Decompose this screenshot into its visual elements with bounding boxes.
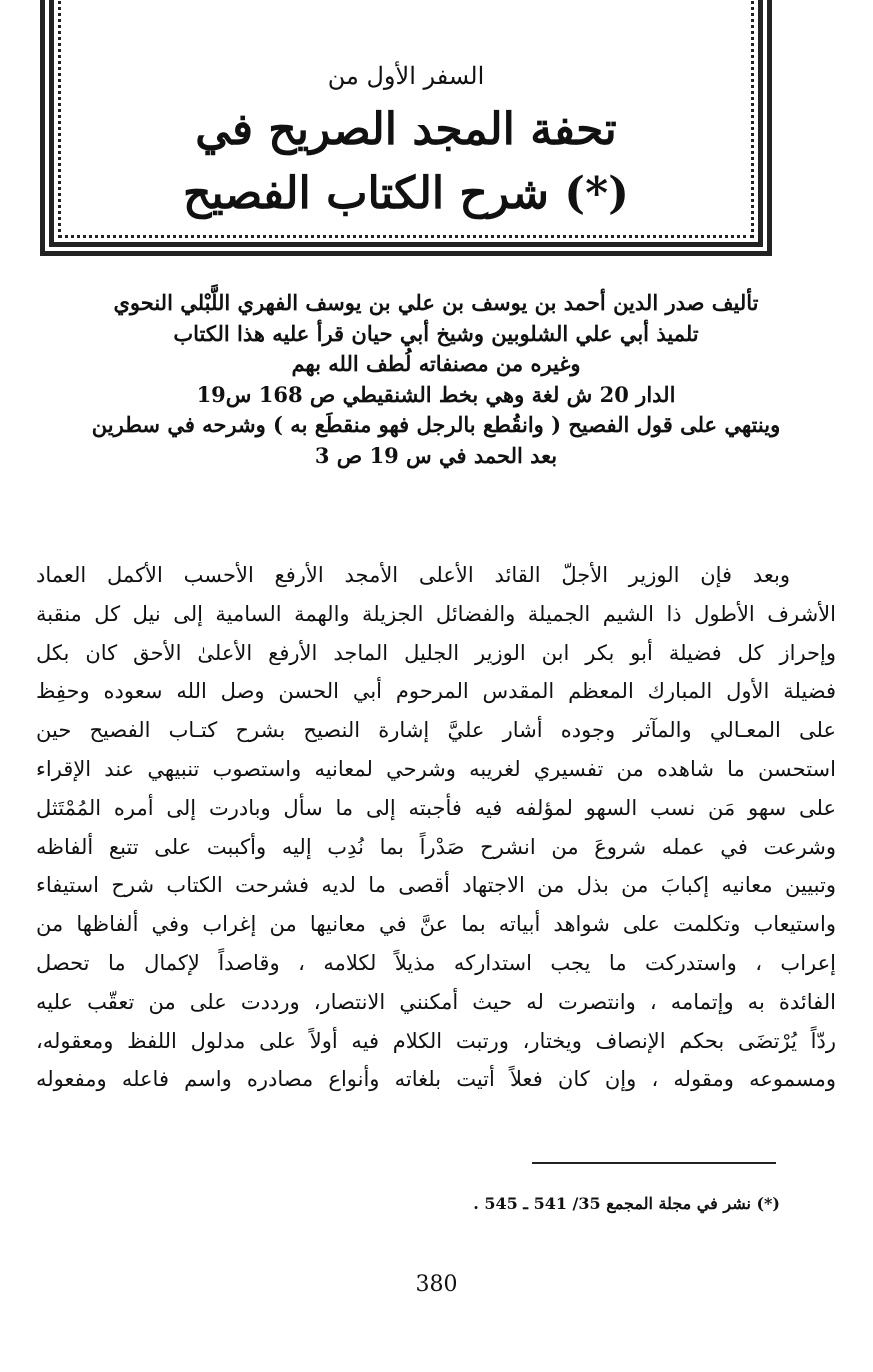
volume-label: السفر الأول من	[327, 62, 485, 90]
text-line: على المعـالي والمآثر وجوده أشار عليَّ إشارة النصيح بشرح كتـاب الفصيح حين	[36, 718, 836, 743]
title-frame	[40, 0, 772, 256]
info-line: الدار 20 ش لغة وهي بخط الشنقيطي ص 168 س19	[196, 381, 676, 407]
text-line: واستيعاب وتكلمت على شواهد أبياته بما عنَّ في معانيها من إغراب وفي ألفاظها من	[36, 912, 836, 937]
text-line: استحسن ما شاهده من تفسيري لغريبه وشرحي لمعانيه واستصوب تنبيهي عند الإقراء	[36, 756, 836, 781]
text-line: الفائدة به وإتمامه ، وانتصرت له حيث أمكنني الانتصار، ورددت على من تعقّب عليه	[36, 989, 836, 1014]
text-line: على سهو مَن نسب السهو لمؤلفه فيه فأجبته إلى ما سأل وبادرت إلى أمره المُمْتَثل	[36, 795, 836, 820]
text-line: إعراب ، واستدركت ما يجب استداركه مذيلاً لكلامه ، وقاصداً لإكمال ما تحصل	[36, 950, 836, 975]
text-line: فضيلة الأول المبارك المعظم المقدس المرحوم أبي الحسن وصل الله سعوده وحفِظ	[36, 679, 836, 704]
info-line: بعد الحمد في س 19 ص 3	[314, 442, 558, 468]
page-number: 380	[415, 1272, 458, 1297]
text-line: ردّاً يُرْتضَى بحكم الإنصاف ويختار، ورتبت الكلام فيه أولاً على مدلول اللفظ ومعقوله،	[36, 1028, 836, 1053]
info-line: تأليف صدر الدين أحمد بن يوسف بن علي بن يوسف الفهري اللَّبْلي النحوي	[113, 290, 759, 315]
book-title-line-1: تحفة المجد الصريح في	[195, 104, 617, 155]
text-line: الأشرف الأطول ذا الشيم الجميلة والفضائل الجزيلة والهمة السامية إلى نيل كل منقبة	[36, 601, 836, 626]
footnote-divider	[532, 1162, 776, 1164]
text-line: وشرعت في عمله شروعَ من انشرح صَدْراً بما نُدِب إليه وأكببت على تتبع ألفاظه	[36, 834, 836, 859]
footnote: (*) نشر في مجلة المجمع 35/ 541 ـ 545 .	[473, 1194, 780, 1213]
body-paragraph	[36, 556, 836, 1099]
info-line: وينتهي على قول الفصيح ( وانقُطع بالرجل فهو منقطَع به ) وشرحه في سطرين	[91, 412, 781, 437]
text-line: وإحراز كل فضيلة أبو بكر ابن الوزير الجليل الماجد الأرفع الأعلىٰ الأحق كان بكل	[36, 640, 836, 665]
manuscript-info	[80, 288, 792, 471]
text-line: ومسموعه ومقوله ، وإن كان فعلاً أتيت بلغاته وأنواع مصادره واسم فاعله ومفعوله	[36, 1067, 836, 1092]
info-line: تلميذ أبي علي الشلوبين وشيخ أبي حيان قرأ عليه هذا الكتاب	[173, 320, 699, 346]
book-title-line-2: شرح الكتاب الفصيح (*)	[183, 168, 629, 219]
text-line: وتبيين معانيه إكبابَ من بذل من الاجتهاد أقصى ما لديه فشرحت الكتاب شرح استيفاء	[36, 873, 836, 898]
text-line: وبعد فإن الوزير الأجلّ القائد الأعلى الأمجد الأرفع الأحسب الأكمل العماد	[36, 563, 790, 587]
info-line: وغيره من مصنفاته لُطف الله بهم	[291, 351, 581, 376]
